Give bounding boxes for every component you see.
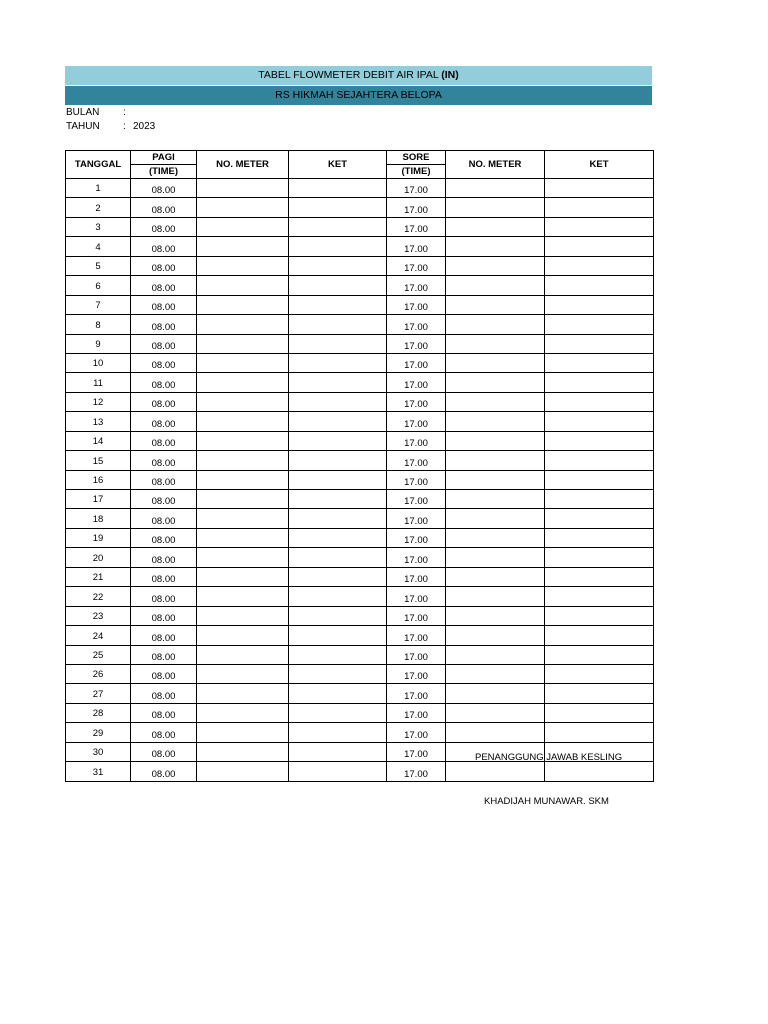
cell-no-meter-evening[interactable] bbox=[446, 276, 545, 295]
cell-sore-time: 17.00 bbox=[387, 742, 446, 761]
cell-pagi-time: 08.00 bbox=[131, 198, 197, 217]
cell-pagi-time: 08.00 bbox=[131, 509, 197, 528]
table-row bbox=[66, 567, 654, 586]
header-no-meter-evening: NO. METER bbox=[446, 151, 545, 179]
cell-no-meter-evening[interactable] bbox=[446, 703, 545, 722]
hospital-name-banner bbox=[65, 86, 652, 105]
cell-pagi-time: 08.00 bbox=[131, 528, 197, 547]
cell-no-meter-morning[interactable] bbox=[197, 256, 289, 275]
table-row bbox=[66, 256, 654, 275]
cell-no-meter-evening[interactable] bbox=[446, 664, 545, 683]
cell-no-meter-morning[interactable] bbox=[197, 237, 289, 256]
cell-pagi-time: 08.00 bbox=[131, 353, 197, 372]
cell-no-meter-evening[interactable] bbox=[446, 528, 545, 547]
cell-no-meter-evening[interactable] bbox=[446, 587, 545, 606]
cell-ket-evening[interactable] bbox=[545, 198, 654, 217]
cell-no-meter-evening[interactable] bbox=[446, 762, 545, 781]
table-row bbox=[66, 237, 654, 256]
table-row bbox=[66, 373, 654, 392]
hospital-name: RS HIKMAH SEJAHTERA BELOPA bbox=[275, 89, 442, 101]
cell-ket-evening[interactable] bbox=[545, 353, 654, 372]
cell-ket-evening[interactable] bbox=[545, 237, 654, 256]
cell-pagi-time: 08.00 bbox=[131, 684, 197, 703]
cell-pagi-time: 08.00 bbox=[131, 334, 197, 353]
cell-ket-morning[interactable] bbox=[289, 315, 387, 334]
cell-no-meter-evening[interactable] bbox=[446, 431, 545, 450]
cell-tanggal: 30 bbox=[66, 742, 131, 761]
cell-ket-evening[interactable] bbox=[545, 392, 654, 411]
table-row bbox=[66, 198, 654, 217]
cell-ket-evening[interactable] bbox=[545, 626, 654, 645]
table-row bbox=[66, 470, 654, 489]
cell-ket-evening[interactable] bbox=[545, 664, 654, 683]
header-pagi: PAGI bbox=[131, 151, 197, 165]
table-row bbox=[66, 451, 654, 470]
cell-sore-time: 17.00 bbox=[387, 762, 446, 781]
month-label: BULAN bbox=[66, 107, 100, 118]
header-sore: SORE bbox=[387, 151, 446, 165]
table-row bbox=[66, 412, 654, 431]
cell-pagi-time: 08.00 bbox=[131, 606, 197, 625]
cell-no-meter-evening[interactable] bbox=[446, 295, 545, 314]
cell-tanggal: 29 bbox=[66, 723, 131, 742]
cell-no-meter-evening[interactable] bbox=[446, 315, 545, 334]
cell-ket-evening[interactable] bbox=[545, 412, 654, 431]
cell-no-meter-morning[interactable] bbox=[197, 373, 289, 392]
cell-ket-morning[interactable] bbox=[289, 723, 387, 742]
cell-no-meter-evening[interactable] bbox=[446, 373, 545, 392]
table-body bbox=[66, 179, 654, 782]
cell-no-meter-evening[interactable] bbox=[446, 470, 545, 489]
cell-no-meter-morning[interactable] bbox=[197, 470, 289, 489]
cell-no-meter-evening[interactable] bbox=[446, 392, 545, 411]
cell-no-meter-morning[interactable] bbox=[197, 490, 289, 509]
header-pagi-time: (TIME) bbox=[131, 165, 197, 179]
header-ket-evening: KET bbox=[545, 151, 654, 179]
signature-title: PENANGGUNG JAWAB KESLING bbox=[475, 752, 623, 763]
table-row bbox=[66, 392, 654, 411]
cell-ket-morning[interactable] bbox=[289, 334, 387, 353]
cell-no-meter-morning[interactable] bbox=[197, 295, 289, 314]
cell-sore-time: 17.00 bbox=[387, 470, 446, 489]
cell-ket-morning[interactable] bbox=[289, 490, 387, 509]
cell-no-meter-morning[interactable] bbox=[197, 723, 289, 742]
cell-ket-morning[interactable] bbox=[289, 412, 387, 431]
cell-no-meter-evening[interactable] bbox=[446, 179, 545, 198]
year-label: TAHUN bbox=[66, 121, 100, 132]
cell-ket-evening[interactable] bbox=[545, 256, 654, 275]
table-row bbox=[66, 295, 654, 314]
cell-sore-time: 17.00 bbox=[387, 587, 446, 606]
cell-no-meter-morning[interactable] bbox=[197, 198, 289, 217]
table-row bbox=[66, 315, 654, 334]
table-row bbox=[66, 606, 654, 625]
table-row bbox=[66, 509, 654, 528]
table-row bbox=[66, 528, 654, 547]
cell-no-meter-morning[interactable] bbox=[197, 276, 289, 295]
cell-ket-morning[interactable] bbox=[289, 470, 387, 489]
cell-ket-evening[interactable] bbox=[545, 334, 654, 353]
cell-no-meter-morning[interactable] bbox=[197, 353, 289, 372]
cell-no-meter-morning[interactable] bbox=[197, 567, 289, 586]
cell-ket-evening[interactable] bbox=[545, 431, 654, 450]
cell-pagi-time: 08.00 bbox=[131, 723, 197, 742]
cell-no-meter-evening[interactable] bbox=[446, 237, 545, 256]
cell-tanggal: 21 bbox=[66, 567, 131, 586]
cell-tanggal: 25 bbox=[66, 645, 131, 664]
cell-tanggal: 17 bbox=[66, 490, 131, 509]
cell-pagi-time: 08.00 bbox=[131, 664, 197, 683]
cell-ket-morning[interactable] bbox=[289, 664, 387, 683]
cell-sore-time: 17.00 bbox=[387, 645, 446, 664]
cell-ket-morning[interactable] bbox=[289, 179, 387, 198]
year-field bbox=[66, 121, 155, 132]
cell-pagi-time: 08.00 bbox=[131, 256, 197, 275]
cell-sore-time: 17.00 bbox=[387, 431, 446, 450]
cell-ket-morning[interactable] bbox=[289, 567, 387, 586]
cell-tanggal: 28 bbox=[66, 703, 131, 722]
cell-tanggal: 12 bbox=[66, 392, 131, 411]
cell-no-meter-evening[interactable] bbox=[446, 490, 545, 509]
cell-tanggal: 9 bbox=[66, 334, 131, 353]
cell-pagi-time: 08.00 bbox=[131, 645, 197, 664]
cell-no-meter-morning[interactable] bbox=[197, 451, 289, 470]
cell-no-meter-morning[interactable] bbox=[197, 684, 289, 703]
cell-no-meter-morning[interactable] bbox=[197, 334, 289, 353]
cell-ket-evening[interactable] bbox=[545, 684, 654, 703]
cell-tanggal: 1 bbox=[66, 179, 131, 198]
cell-no-meter-evening[interactable] bbox=[446, 606, 545, 625]
cell-no-meter-evening[interactable] bbox=[446, 256, 545, 275]
cell-ket-morning[interactable] bbox=[289, 606, 387, 625]
cell-no-meter-evening[interactable] bbox=[446, 451, 545, 470]
cell-no-meter-morning[interactable] bbox=[197, 315, 289, 334]
cell-ket-evening[interactable] bbox=[545, 451, 654, 470]
cell-no-meter-morning[interactable] bbox=[197, 703, 289, 722]
cell-no-meter-morning[interactable] bbox=[197, 431, 289, 450]
cell-sore-time: 17.00 bbox=[387, 334, 446, 353]
table-row bbox=[66, 217, 654, 236]
cell-tanggal: 5 bbox=[66, 256, 131, 275]
cell-no-meter-morning[interactable] bbox=[197, 509, 289, 528]
cell-tanggal: 14 bbox=[66, 431, 131, 450]
cell-pagi-time: 08.00 bbox=[131, 315, 197, 334]
table-row bbox=[66, 626, 654, 645]
cell-ket-morning[interactable] bbox=[289, 392, 387, 411]
cell-pagi-time: 08.00 bbox=[131, 412, 197, 431]
cell-no-meter-evening[interactable] bbox=[446, 548, 545, 567]
cell-ket-morning[interactable] bbox=[289, 198, 387, 217]
cell-no-meter-evening[interactable] bbox=[446, 684, 545, 703]
year-value: 2023 bbox=[133, 121, 156, 132]
cell-ket-morning[interactable] bbox=[289, 373, 387, 392]
cell-tanggal: 19 bbox=[66, 528, 131, 547]
cell-pagi-time: 08.00 bbox=[131, 373, 197, 392]
cell-pagi-time: 08.00 bbox=[131, 276, 197, 295]
cell-pagi-time: 08.00 bbox=[131, 490, 197, 509]
cell-ket-morning[interactable] bbox=[289, 451, 387, 470]
cell-ket-morning[interactable] bbox=[289, 626, 387, 645]
cell-tanggal: 6 bbox=[66, 276, 131, 295]
cell-tanggal: 11 bbox=[66, 373, 131, 392]
cell-ket-evening[interactable] bbox=[545, 315, 654, 334]
cell-ket-morning[interactable] bbox=[289, 684, 387, 703]
cell-no-meter-morning[interactable] bbox=[197, 587, 289, 606]
cell-ket-evening[interactable] bbox=[545, 490, 654, 509]
cell-no-meter-evening[interactable] bbox=[446, 334, 545, 353]
cell-ket-evening[interactable] bbox=[545, 703, 654, 722]
cell-no-meter-evening[interactable] bbox=[446, 217, 545, 236]
cell-no-meter-morning[interactable] bbox=[197, 179, 289, 198]
table-row bbox=[66, 490, 654, 509]
cell-ket-morning[interactable] bbox=[289, 256, 387, 275]
table-title-banner bbox=[65, 66, 652, 85]
cell-sore-time: 17.00 bbox=[387, 548, 446, 567]
cell-no-meter-morning[interactable] bbox=[197, 392, 289, 411]
cell-sore-time: 17.00 bbox=[387, 528, 446, 547]
cell-no-meter-morning[interactable] bbox=[197, 626, 289, 645]
cell-pagi-time: 08.00 bbox=[131, 742, 197, 761]
cell-ket-evening[interactable] bbox=[545, 295, 654, 314]
signature-name: KHADIJAH MUNAWAR. SKM bbox=[484, 796, 609, 807]
cell-sore-time: 17.00 bbox=[387, 606, 446, 625]
table-row bbox=[66, 334, 654, 353]
cell-no-meter-evening[interactable] bbox=[446, 645, 545, 664]
cell-no-meter-morning[interactable] bbox=[197, 664, 289, 683]
cell-sore-time: 17.00 bbox=[387, 256, 446, 275]
cell-pagi-time: 08.00 bbox=[131, 587, 197, 606]
table-row bbox=[66, 684, 654, 703]
header-tanggal: TANGGAL bbox=[66, 151, 131, 179]
cell-no-meter-evening[interactable] bbox=[446, 198, 545, 217]
cell-ket-evening[interactable] bbox=[545, 606, 654, 625]
cell-ket-morning[interactable] bbox=[289, 528, 387, 547]
cell-tanggal: 8 bbox=[66, 315, 131, 334]
cell-pagi-time: 08.00 bbox=[131, 548, 197, 567]
cell-pagi-time: 08.00 bbox=[131, 295, 197, 314]
cell-pagi-time: 08.00 bbox=[131, 451, 197, 470]
cell-tanggal: 31 bbox=[66, 762, 131, 781]
cell-sore-time: 17.00 bbox=[387, 412, 446, 431]
cell-sore-time: 17.00 bbox=[387, 198, 446, 217]
cell-no-meter-morning[interactable] bbox=[197, 412, 289, 431]
cell-sore-time: 17.00 bbox=[387, 295, 446, 314]
cell-sore-time: 17.00 bbox=[387, 723, 446, 742]
cell-sore-time: 17.00 bbox=[387, 626, 446, 645]
cell-pagi-time: 08.00 bbox=[131, 217, 197, 236]
cell-tanggal: 3 bbox=[66, 217, 131, 236]
cell-tanggal: 18 bbox=[66, 509, 131, 528]
flowmeter-table bbox=[65, 150, 654, 782]
cell-tanggal: 2 bbox=[66, 198, 131, 217]
cell-sore-time: 17.00 bbox=[387, 490, 446, 509]
month-field bbox=[66, 107, 133, 118]
cell-no-meter-evening[interactable] bbox=[446, 412, 545, 431]
cell-ket-evening[interactable] bbox=[545, 587, 654, 606]
cell-tanggal: 16 bbox=[66, 470, 131, 489]
header-ket-morning: KET bbox=[289, 151, 387, 179]
cell-no-meter-evening[interactable] bbox=[446, 723, 545, 742]
cell-sore-time: 17.00 bbox=[387, 353, 446, 372]
cell-tanggal: 27 bbox=[66, 684, 131, 703]
cell-sore-time: 17.00 bbox=[387, 217, 446, 236]
cell-ket-morning[interactable] bbox=[289, 217, 387, 236]
cell-pagi-time: 08.00 bbox=[131, 237, 197, 256]
cell-sore-time: 17.00 bbox=[387, 684, 446, 703]
cell-ket-morning[interactable] bbox=[289, 742, 387, 761]
cell-pagi-time: 08.00 bbox=[131, 703, 197, 722]
table-row bbox=[66, 664, 654, 683]
cell-ket-evening[interactable] bbox=[545, 373, 654, 392]
cell-sore-time: 17.00 bbox=[387, 315, 446, 334]
cell-ket-evening[interactable] bbox=[545, 179, 654, 198]
cell-tanggal: 23 bbox=[66, 606, 131, 625]
cell-ket-evening[interactable] bbox=[545, 548, 654, 567]
cell-no-meter-morning[interactable] bbox=[197, 762, 289, 781]
cell-ket-evening[interactable] bbox=[545, 470, 654, 489]
cell-ket-evening[interactable] bbox=[545, 645, 654, 664]
cell-no-meter-evening[interactable] bbox=[446, 509, 545, 528]
cell-ket-morning[interactable] bbox=[289, 548, 387, 567]
table-row bbox=[66, 276, 654, 295]
cell-pagi-time: 08.00 bbox=[131, 762, 197, 781]
table-row bbox=[66, 548, 654, 567]
cell-tanggal: 26 bbox=[66, 664, 131, 683]
cell-no-meter-evening[interactable] bbox=[446, 353, 545, 372]
table-row bbox=[66, 645, 654, 664]
cell-sore-time: 17.00 bbox=[387, 237, 446, 256]
cell-ket-evening[interactable] bbox=[545, 528, 654, 547]
table-row bbox=[66, 353, 654, 372]
table-title-suffix: (IN) bbox=[441, 69, 459, 81]
cell-tanggal: 22 bbox=[66, 587, 131, 606]
cell-sore-time: 17.00 bbox=[387, 664, 446, 683]
cell-ket-morning[interactable] bbox=[289, 587, 387, 606]
cell-pagi-time: 08.00 bbox=[131, 567, 197, 586]
cell-ket-evening[interactable] bbox=[545, 217, 654, 236]
cell-pagi-time: 08.00 bbox=[131, 179, 197, 198]
cell-sore-time: 17.00 bbox=[387, 373, 446, 392]
cell-tanggal: 15 bbox=[66, 451, 131, 470]
header-no-meter-morning: NO. METER bbox=[197, 151, 289, 179]
cell-ket-evening[interactable] bbox=[545, 723, 654, 742]
cell-ket-morning[interactable] bbox=[289, 353, 387, 372]
table-row bbox=[66, 762, 654, 781]
cell-tanggal: 10 bbox=[66, 353, 131, 372]
cell-tanggal: 20 bbox=[66, 548, 131, 567]
cell-no-meter-morning[interactable] bbox=[197, 217, 289, 236]
table-title: TABEL FLOWMETER DEBIT AIR IPAL bbox=[258, 69, 439, 81]
cell-pagi-time: 08.00 bbox=[131, 470, 197, 489]
cell-ket-evening[interactable] bbox=[545, 276, 654, 295]
cell-tanggal: 24 bbox=[66, 626, 131, 645]
cell-ket-morning[interactable] bbox=[289, 237, 387, 256]
cell-ket-evening[interactable] bbox=[545, 567, 654, 586]
cell-ket-morning[interactable] bbox=[289, 509, 387, 528]
cell-no-meter-morning[interactable] bbox=[197, 528, 289, 547]
cell-ket-morning[interactable] bbox=[289, 762, 387, 781]
table-row bbox=[66, 179, 654, 198]
cell-ket-morning[interactable] bbox=[289, 431, 387, 450]
cell-tanggal: 13 bbox=[66, 412, 131, 431]
table-row bbox=[66, 703, 654, 722]
table-row bbox=[66, 723, 654, 742]
cell-no-meter-morning[interactable] bbox=[197, 742, 289, 761]
month-colon: : bbox=[123, 107, 126, 118]
cell-pagi-time: 08.00 bbox=[131, 626, 197, 645]
cell-sore-time: 17.00 bbox=[387, 179, 446, 198]
cell-sore-time: 17.00 bbox=[387, 509, 446, 528]
cell-sore-time: 17.00 bbox=[387, 567, 446, 586]
cell-tanggal: 4 bbox=[66, 237, 131, 256]
cell-no-meter-morning[interactable] bbox=[197, 606, 289, 625]
year-colon: : bbox=[123, 121, 126, 132]
cell-no-meter-evening[interactable] bbox=[446, 626, 545, 645]
cell-no-meter-evening[interactable] bbox=[446, 567, 545, 586]
cell-sore-time: 17.00 bbox=[387, 276, 446, 295]
cell-ket-morning[interactable] bbox=[289, 276, 387, 295]
cell-tanggal: 7 bbox=[66, 295, 131, 314]
cell-sore-time: 17.00 bbox=[387, 392, 446, 411]
cell-pagi-time: 08.00 bbox=[131, 392, 197, 411]
cell-ket-evening[interactable] bbox=[545, 762, 654, 781]
cell-ket-morning[interactable] bbox=[289, 645, 387, 664]
cell-pagi-time: 08.00 bbox=[131, 431, 197, 450]
cell-ket-evening[interactable] bbox=[545, 509, 654, 528]
cell-ket-morning[interactable] bbox=[289, 703, 387, 722]
table-row bbox=[66, 431, 654, 450]
cell-no-meter-morning[interactable] bbox=[197, 645, 289, 664]
header-sore-time: (TIME) bbox=[387, 165, 446, 179]
cell-sore-time: 17.00 bbox=[387, 703, 446, 722]
cell-ket-morning[interactable] bbox=[289, 295, 387, 314]
cell-sore-time: 17.00 bbox=[387, 451, 446, 470]
table-row bbox=[66, 587, 654, 606]
cell-no-meter-morning[interactable] bbox=[197, 548, 289, 567]
